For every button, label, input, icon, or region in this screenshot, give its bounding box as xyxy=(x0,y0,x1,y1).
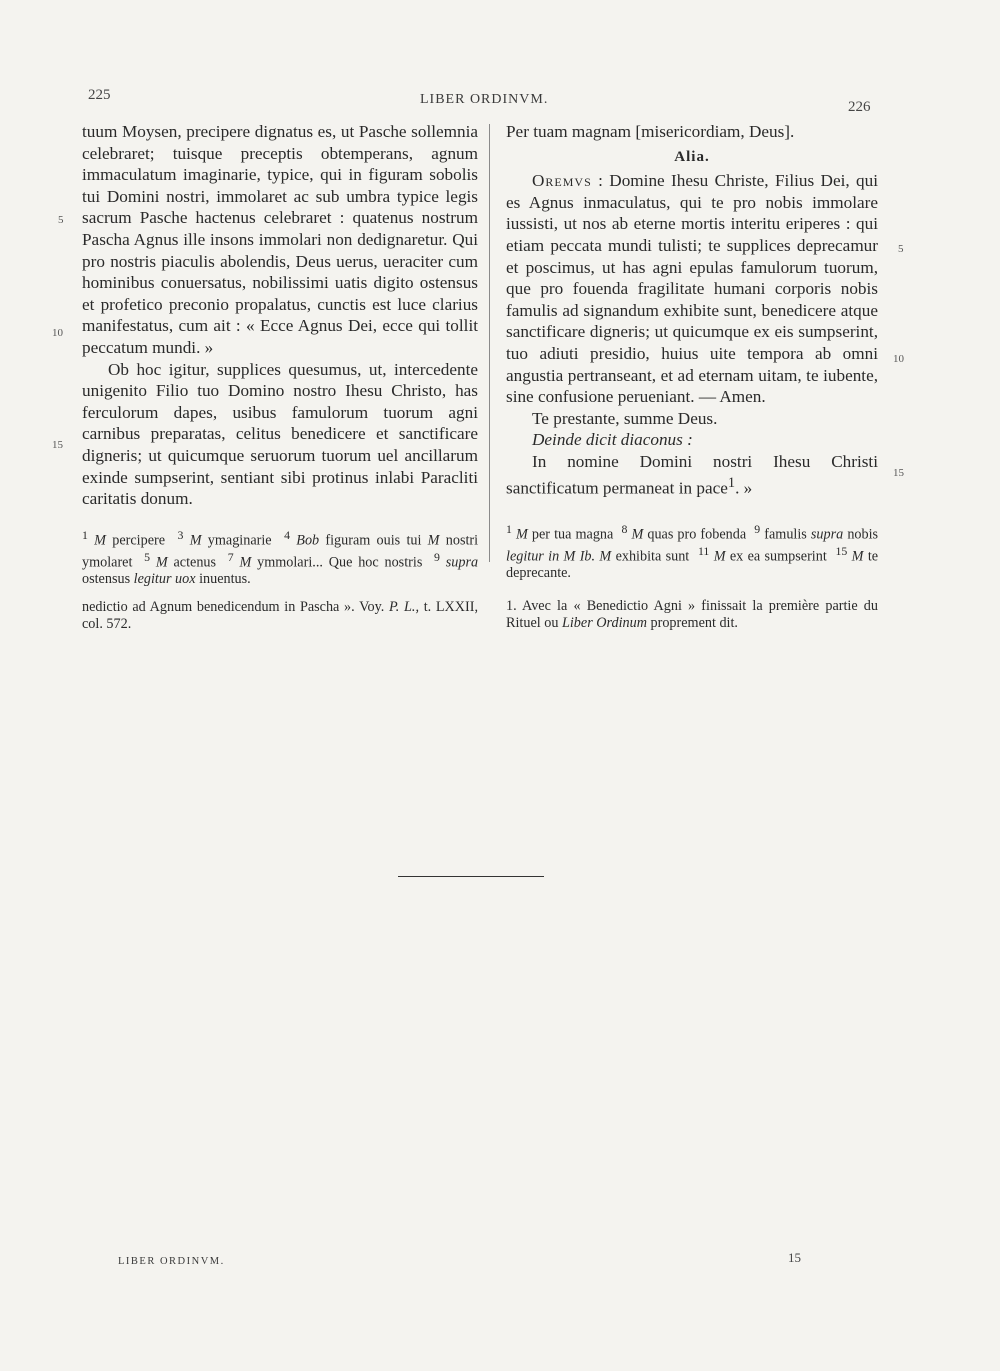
signature-mark: 15 xyxy=(788,1250,801,1265)
left-paragraph-2: Ob hoc igitur, supplices quesumus, ut, intercedente unigenito Filio tuo Domino nostro Ihesu Christo, has ferculorum dapes, usibus famulorum tuorum agni carnibus preparatas, celitus benedicere et sanctificare digneris; ut quicumque seruorum tuorum uel ancillarum exinde sumpserint, sentiant sibi protinus inlabi Paracliti caritatis donum. xyxy=(82,359,478,509)
section-rule xyxy=(398,876,544,877)
right-column xyxy=(506,121,878,631)
right-variant-notes: $^1$ M per tua magna $^8$ M quas pro fobenda $^9$ famulis supra nobis legitur in M Ib. M exhibita sunt $^{11}$ M ex ea sumpserint $^{15}$ M te deprecante. xyxy=(506,521,879,582)
section-heading: Alia. xyxy=(674,148,710,165)
column-divider xyxy=(489,124,490,562)
footer-title: LIBER ORDINVM. xyxy=(118,1256,225,1267)
rubric-deinde: Deinde dicit diaconus : xyxy=(532,430,693,450)
right-line-1: Per tuam magnam [misericordiam, Deus]. xyxy=(506,122,795,141)
in-nomine: In nomine Domini nostri Ihesu Christi sanctificatum permaneat in pace$^1$. » xyxy=(506,451,878,498)
page-number-right: 226 xyxy=(848,99,871,115)
line-number-left-10: 10 xyxy=(52,327,63,339)
right-footnote: 1. Avec la « Benedictio Agni » finissait la première partie du Rituel ou Liber Ordinum proprement dit. xyxy=(506,598,878,631)
left-footnote: nedictio ad Agnum benedicendum in Pascha ». Voy. P. L., t. LXXII, col. 572. xyxy=(82,598,478,632)
line-number-right-10: 10 xyxy=(893,353,904,365)
oremus-word: Oremvs xyxy=(532,171,592,191)
page-number-left: 225 xyxy=(88,87,111,103)
line-number-right-5: 5 xyxy=(898,243,904,255)
right-prayer: Oremvs : Domine Ihesu Christe, Filius Dei, qui es Agnus inmaculatus, qui te pro nobis immolare iussisti, ut nos ab eterne mortis interitu eriperes : qui etiam peccata mundi tulisti; te supplices deprecamur et poscimus, ut has agni epulas famulorum tuorum, que pro fouenda fragilitate humani corporis nobis famulis ad signandum exhibite sunt, benedicere atque sanctificare digneris; ut quicumque ex eis sumpserint, tuo adiuti presidio, huius uite tempora ab omni angustia pertranseant, et ad eternam uitam, te iubente, sine confusione perueniant. — Amen. xyxy=(506,171,878,407)
left-paragraph-1: tuum Moysen, precipere dignatus es, ut Pasche sollemnia celebraret; tuisque preceptis obtemperans, agnum immaculatum imaginarie, typice, qui in figuram sobolis tui Domini nostri, immolaret ac sub umbra typice legis sacrum Pasche hactenus celebraret : quatenus nostrum Pascha Agnus ille insons immolari non dedignaretur. Qui pro nostris piaculis abolendis, Deus uerus, ueraciter cum hominibus conuersatus, nobilissimi uatis digito ostensus et profetico preconio propalatus, cunctis est luce clarius manifestatus, cum ait : « Ecce Agnus Dei, ecce qui tollit peccatum mundi. » xyxy=(82,122,478,357)
te-prestante: Te prestante, summe Deus. xyxy=(532,408,718,428)
line-number-right-15: 15 xyxy=(893,467,904,479)
running-title: LIBER ORDINVM. xyxy=(420,92,549,107)
left-column xyxy=(82,121,478,632)
line-number-left-15: 15 xyxy=(52,439,63,451)
left-variant-notes: $^1$ M percipere $^3$ M ymaginarie $^4$ Bob figuram ouis tui M nostri ymolaret $^5$ M actenus $^7$ M ymmolari... Que hoc nostris $^9$ supra ostensus legitur uox inuentus. xyxy=(82,527,479,588)
line-number-left-5: 5 xyxy=(58,214,64,226)
